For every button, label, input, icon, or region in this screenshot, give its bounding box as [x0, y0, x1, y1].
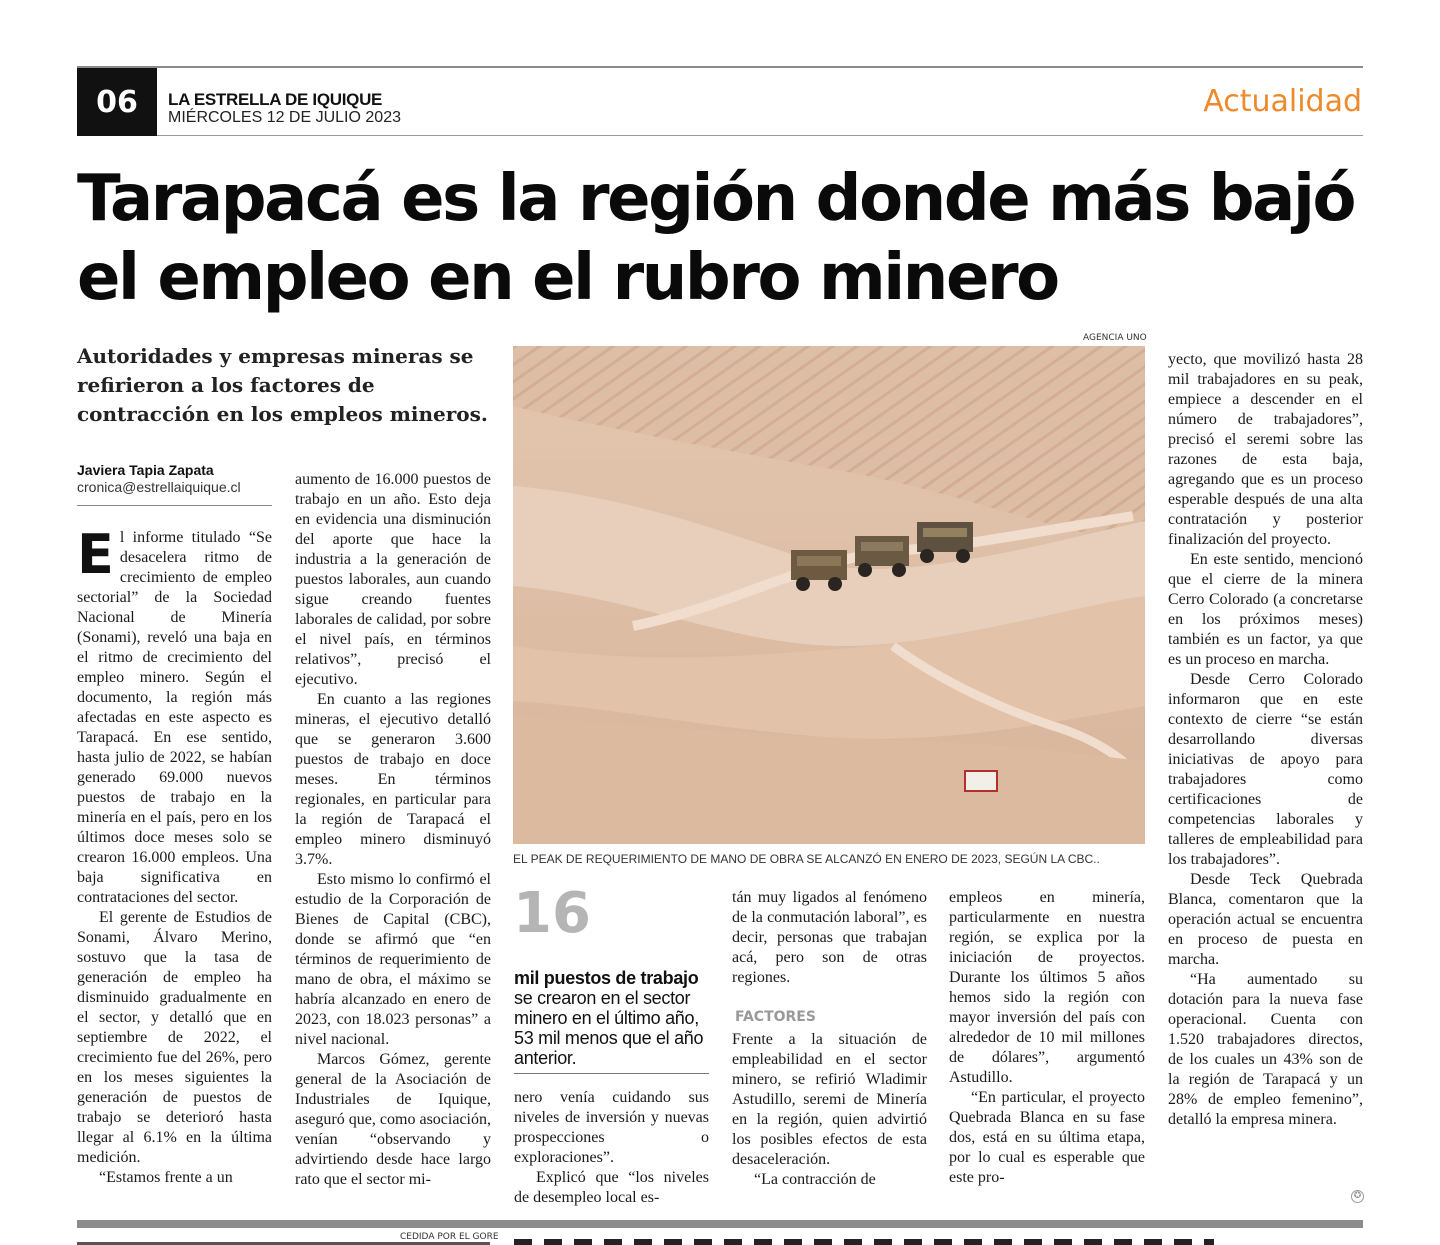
photo-credit: AGENCIA UNO [1083, 333, 1147, 343]
column-4 [732, 1030, 927, 1190]
byline-author: Javiera Tapia Zapata [77, 462, 214, 478]
paragraph: Explicó que “los niveles de desempleo local es- [514, 1169, 709, 1206]
byline-divider [77, 505, 272, 506]
paragraph: “Ha aumentado su dotación para la nueva fase operacional. Cuenta con 1.520 trabajadores directos, de los cuales un 43% son de la región de Tarapacá y un 28% de empleo femenino”, detalló la empresa minera. [1168, 971, 1363, 1128]
top-rule [77, 66, 1363, 68]
paragraph: “Estamos frente a un [99, 1169, 233, 1186]
headline [77, 160, 1367, 318]
mine-trucks-illustration [513, 346, 1145, 844]
headline-line-2: el empleo en el rubro minero [77, 241, 1058, 315]
paragraph: El gerente de Estudios de Sonami, Álvaro Merino, sostuvo que la tasa de generación de empleo ha disminuido gradualmente en el sector, y detalló que en septiembre de 2022, el crecimiento fue del 26%, pero en los meses siguientes la generación de puestos de trabajo se deterioró hasta llegar al 6.1% en la última medición. [77, 909, 272, 1166]
paragraph: En cuanto a las regiones mineras, el ejecutivo detalló que se generaron 3.600 puestos de trabajo en doce meses. En términos regionales, en particular para la región de Tarapacá el empleo minero disminuyó 3.7%. [295, 691, 491, 868]
paragraph: “En particular, el proyecto Quebrada Blanca en su fase dos, está en su última etapa, por lo cual es esperable que este pro- [949, 1089, 1145, 1186]
column-6 [1168, 350, 1363, 1130]
drop-cap: E [77, 523, 114, 586]
header-divider [157, 135, 1363, 136]
next-photo-credit: CEDIDA POR EL GORE [400, 1232, 499, 1242]
subhead-factores: FACTORES [735, 1009, 816, 1025]
photo-caption: EL PEAK DE REQUERIMIENTO DE MANO DE OBRA SE ALCANZÓ EN ENERO DE 2023, SEGÚN LA CBC.. [513, 852, 1100, 866]
column-2 [295, 470, 491, 1190]
stat-body: se crearon en el sector minero en el último año, 53 mil menos que el año anterior. [514, 988, 704, 1068]
paragraph: Desde Cerro Colorado informaron que en este contexto de cierre “se están desarrollando diversas iniciativas de apoyo para trabajadores como certificaciones de competencias laborales y talleres de empleabilidad para los trabajadores”. [1168, 671, 1363, 868]
column-4-top [732, 888, 927, 988]
paragraph: El informe titulado “Se desacelera ritmo de crecimiento de empleo sectorial” de la Sociedad Nacional de Minería (Sonami), reveló una baja en el ritmo de crecimiento del empleo minero. Según el documento, la región más afectadas en este aspecto es Tarapacá. En ese sentido, hasta julio de 2022, se habían generado 69.000 nuevos puestos de trabajo en la minería en el país, pero en los últimos doce meses solo se crearon 16.000 empleos. Una baja significativa en contrataciones del sector. [77, 523, 272, 906]
page-number: 06 [77, 68, 157, 136]
paragraph: “La contracción de [754, 1171, 876, 1188]
paragraph: empleos en minería, particularmente en nuestra región, se explica por la iniciación de proyectos. Durante los últimos 5 años hemos sido la región con mayor inversión del país con alrededor de 10 mil millones de dólares”, argumentó Astudillo. [949, 889, 1145, 1086]
paragraph: aumento de 16.000 puestos de trabajo en un año. Esto deja en evidencia una disminución del aporte que hace la industria a la generación de puestos laborales, aun cuando sigue creando fuentes laborales de calidad, por sobre el nivel país, en términos relativos”, precisó el ejecutivo. [295, 471, 491, 688]
paragraph: nero venía cuidando sus niveles de inversión y nuevas prospecciones o exploraciones”. [514, 1089, 709, 1166]
stat-number: 16 [513, 881, 591, 946]
paragraph: Esto mismo lo confirmó el estudio de la Corporación de Bienes de Capital (CBC), donde se afirmó que “en términos de requerimiento de mano de obra, el máximo se habría alcanzado en enero de 2023, con 18.023 personas” a nivel nacional. [295, 871, 491, 1048]
paragraph: Desde Teck Quebrada Blanca, comentaron que la operación actual se encuentra en proceso de puesta en marcha. [1168, 871, 1363, 968]
deck: Autoridades y empresas mineras se refirieron a los factores de contracción en los empleos mineros. [77, 344, 488, 426]
bottom-bar [77, 1220, 1363, 1228]
stat-lead: mil puestos de trabajo [514, 968, 699, 988]
paragraph: Marcos Gómez, gerente general de la Asociación de Industriales de Iquique, aseguró que, como asociación, venían “observando y advirtiendo desde hace largo rato que el sector mi- [295, 1051, 491, 1188]
pickup-truck [965, 771, 997, 791]
stat-divider [514, 1073, 709, 1074]
paper-name: LA ESTRELLA DE IQUIQUE [168, 90, 383, 109]
issue-date: MIÉRCOLES 12 DE JULIO 2023 [168, 109, 401, 126]
column-5 [949, 888, 1145, 1188]
paragraph: tán muy ligados al fenómeno de la conmutación laboral”, es decir, personas que trabajan acá, pero son de otras regiones. [732, 889, 927, 986]
section-name: Actualidad [1203, 84, 1362, 119]
paragraph: En este sentido, mencionó que el cierre de la minera Cerro Colorado (a concretarse en los próximos meses) también es un factor, ya que es un proceso en marcha. [1168, 551, 1363, 668]
headline-line-1: Tarapacá es la región donde más bajó [77, 162, 1355, 236]
byline-email[interactable]: cronica@estrellaiquique.cl [77, 479, 241, 495]
column-1 [77, 523, 272, 1188]
column-3 [514, 1088, 709, 1208]
mine-photo [513, 346, 1145, 844]
paragraph: yecto, que movilizó hasta 28 mil trabajadores en su peak, empiece a descender en el número de trabajadores”, precisó el seremi sobre las razones de esta baja, agregando que es un proceso esperable después de una alta contratación y posterior finalización del proyecto. [1168, 351, 1363, 548]
next-headline-edge [514, 1239, 1214, 1245]
paragraph: Frente a la situación de empleabilidad en el sector minero, se refirió Wladimir Astudillo, seremi de Minería en la región, quien advirtió los posibles efectos de esta desaceleración. [732, 1031, 927, 1168]
end-mark-icon: ✪ [1351, 1190, 1364, 1203]
